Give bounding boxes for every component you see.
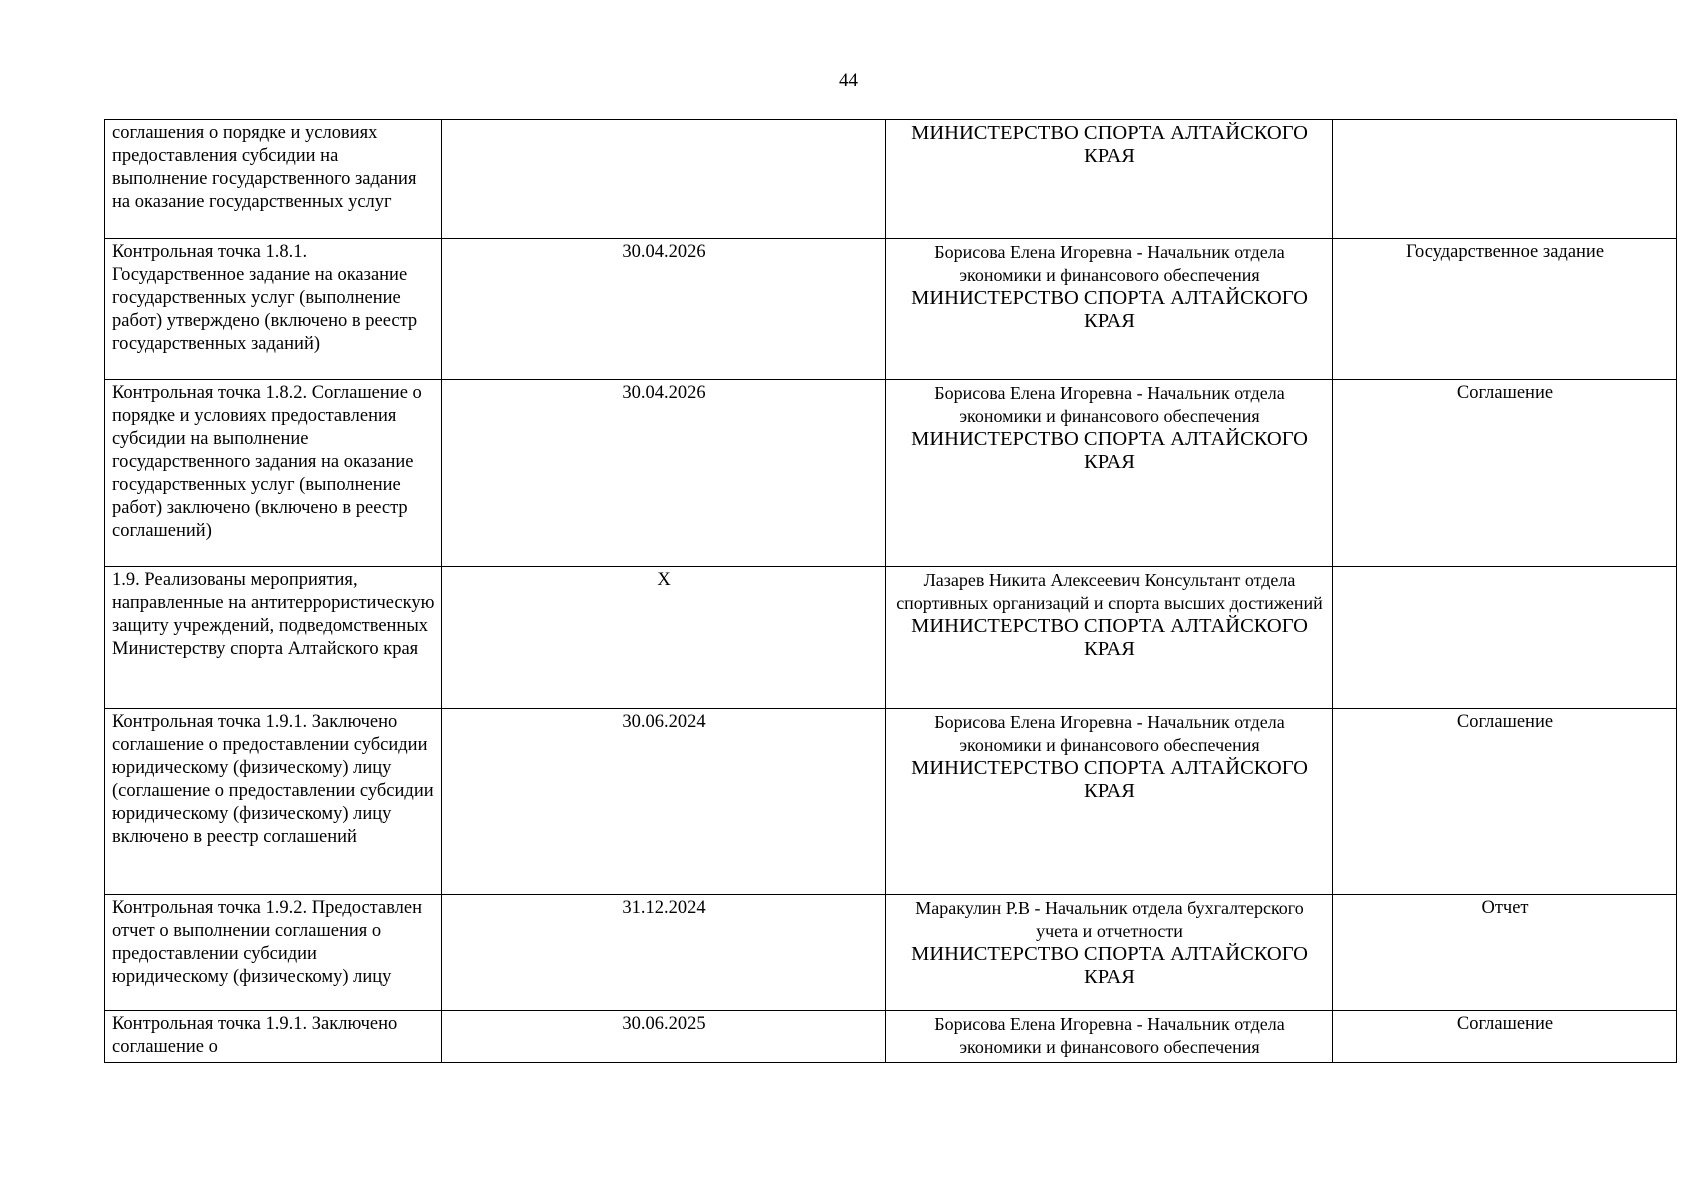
responsible-person: Борисова Елена Игоревна - Начальник отдела экономики и финансового обеспечения xyxy=(934,242,1285,285)
row-name-cell: Контрольная точка 1.8.2. Соглашение о порядке и условиях предоставления субсидии на выполнение государственного задания на оказание государственных услуг (выполнение работ) заключено (включено в реестр соглашений) xyxy=(105,380,442,567)
table-row xyxy=(105,709,1677,895)
responsible-org: МИНИСТЕРСТВО СПОРТА АЛТАЙСКОГО КРАЯ xyxy=(911,615,1308,660)
responsible-org: МИНИСТЕРСТВО СПОРТА АЛТАЙСКОГО КРАЯ xyxy=(911,757,1308,802)
table-row xyxy=(105,239,1677,380)
responsible-person: Борисова Елена Игоревна - Начальник отдела экономики и финансового обеспечения xyxy=(934,1014,1285,1057)
row-name-cell: соглашения о порядке и условиях предоставления субсидии на выполнение государственного задания на оказание государственных услуг xyxy=(105,120,442,239)
row-responsible-cell xyxy=(886,380,1333,567)
row-responsible-cell xyxy=(886,895,1333,1011)
responsible-org: МИНИСТЕРСТВО СПОРТА АЛТАЙСКОГО КРАЯ xyxy=(911,287,1308,332)
row-responsible-cell xyxy=(886,120,1333,239)
table-row xyxy=(105,120,1677,239)
row-date-cell: 31.12.2024 xyxy=(442,895,886,1011)
responsible-person: Лазарев Никита Алексеевич Консультант отдела спортивных организаций и спорта высших достижений xyxy=(896,570,1323,613)
row-responsible-cell xyxy=(886,709,1333,895)
table-row xyxy=(105,567,1677,709)
row-date-cell: 30.06.2024 xyxy=(442,709,886,895)
responsible-person: Маракулин Р.В - Начальник отдела бухгалтерского учета и отчетности xyxy=(915,898,1304,941)
responsible-person: Борисова Елена Игоревна - Начальник отдела экономики и финансового обеспечения xyxy=(934,383,1285,426)
responsible-org: МИНИСТЕРСТВО СПОРТА АЛТАЙСКОГО КРАЯ xyxy=(911,122,1308,167)
row-document-cell: Соглашение xyxy=(1333,1011,1677,1063)
responsible-org: МИНИСТЕРСТВО СПОРТА АЛТАЙСКОГО КРАЯ xyxy=(911,428,1308,473)
control-points-table xyxy=(104,119,1677,1063)
row-document-cell: Соглашение xyxy=(1333,709,1677,895)
row-document-cell: Отчет xyxy=(1333,895,1677,1011)
row-name-cell: 1.9. Реализованы мероприятия, направленные на антитеррористическую защиту учреждений, подведомственных Министерству спорта Алтайского края xyxy=(105,567,442,709)
row-date-cell: 30.04.2026 xyxy=(442,380,886,567)
table-row xyxy=(105,895,1677,1011)
table-row xyxy=(105,1011,1677,1063)
row-responsible-cell xyxy=(886,567,1333,709)
row-document-cell: Государственное задание xyxy=(1333,239,1677,380)
row-document-cell: Соглашение xyxy=(1333,380,1677,567)
responsible-org: МИНИСТЕРСТВО СПОРТА АЛТАЙСКОГО КРАЯ xyxy=(911,943,1308,988)
row-name-cell: Контрольная точка 1.9.2. Предоставлен отчет о выполнении соглашения о предоставлении субсидии юридическому (физическому) лицу xyxy=(105,895,442,1011)
table-row xyxy=(105,380,1677,567)
row-name-cell: Контрольная точка 1.9.1. Заключено соглашение о xyxy=(105,1011,442,1063)
row-name-cell: Контрольная точка 1.8.1. Государственное задание на оказание государственных услуг (выполнение работ) утверждено (включено в реестр государственных заданий) xyxy=(105,239,442,380)
row-date-cell xyxy=(442,120,886,239)
row-responsible-cell xyxy=(886,239,1333,380)
row-responsible-cell xyxy=(886,1011,1333,1063)
page-number: 44 xyxy=(839,70,858,91)
row-name-cell: Контрольная точка 1.9.1. Заключено соглашение о предоставлении субсидии юридическому (физическому) лицу (соглашение о предоставлении субсидии юридическому (физическому) лицу включено в реестр соглашений xyxy=(105,709,442,895)
row-date-cell: X xyxy=(442,567,886,709)
responsible-person: Борисова Елена Игоревна - Начальник отдела экономики и финансового обеспечения xyxy=(934,712,1285,755)
row-date-cell: 30.06.2025 xyxy=(442,1011,886,1063)
row-document-cell xyxy=(1333,567,1677,709)
row-document-cell xyxy=(1333,120,1677,239)
row-date-cell: 30.04.2026 xyxy=(442,239,886,380)
